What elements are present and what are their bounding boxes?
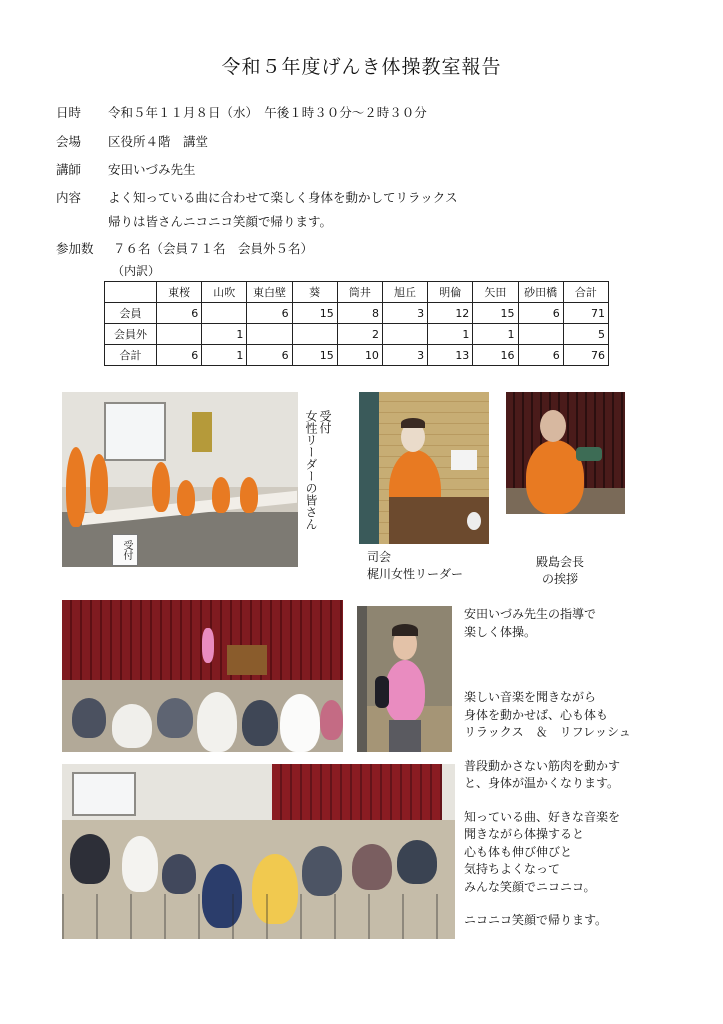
table-cell: 71 — [563, 303, 608, 324]
table-row — [105, 345, 609, 366]
description-line: 心も体も伸び伸びと — [464, 844, 573, 859]
table-row — [105, 324, 609, 345]
table-cell — [382, 324, 427, 345]
table-row-header: 会員外 — [105, 324, 157, 345]
table-cell: 6 — [247, 345, 292, 366]
table-cell: 1 — [428, 324, 473, 345]
description-line — [464, 742, 714, 758]
table-header-cell: 合計 — [563, 282, 608, 303]
reception-caption-line-2: 女性リーダーの皆さん — [304, 410, 318, 530]
exercise-photo-2 — [62, 764, 455, 939]
description-line: リラックス ＆ リフレッシュ — [464, 725, 631, 739]
table-cell: 6 — [518, 345, 563, 366]
table-cell: 1 — [202, 324, 247, 345]
description-line: みんな笑顔でニコニコ。 — [464, 879, 596, 894]
date-label: 日時 — [56, 105, 82, 120]
table-cell — [157, 324, 202, 345]
mc-caption — [367, 549, 463, 583]
chairman-photo — [506, 392, 625, 514]
table-header-cell: 東白壁 — [247, 282, 292, 303]
table-header-cell: 山吹 — [202, 282, 247, 303]
participants-label: 参加数 — [56, 241, 94, 256]
chairman-caption-line-1: 殿島会長 — [536, 555, 585, 569]
chairman-caption — [536, 554, 584, 588]
reception-caption — [304, 410, 332, 550]
reception-photo — [62, 392, 298, 567]
page-title: 令和５年度げんき体操教室報告 — [221, 56, 502, 78]
date-value: 令和５年１１月８日（水） 午後１時３０分～２時３０分 — [108, 105, 427, 120]
instructor-value: 安田いづみ先生 — [108, 162, 196, 177]
description-line: 知っている曲、好きな音楽を — [464, 809, 621, 824]
description-line: 普段動かさない筋肉を動かす — [464, 758, 621, 773]
table-cell: 15 — [292, 345, 337, 366]
content-line-2: 帰りは皆さんニコニコ笑顔で帰ります。 — [108, 214, 333, 229]
content-label: 内容 — [56, 190, 82, 205]
table-cell: 15 — [473, 303, 518, 324]
mc-caption-line-1: 司会 — [367, 550, 392, 564]
table-cell — [247, 324, 292, 345]
table-header-cell: 砂田橋 — [518, 282, 563, 303]
description-line: 楽しく体操。 — [464, 624, 537, 639]
participants-table — [104, 281, 609, 366]
participants-value: ７６名（会員７１名 会員外５名） — [113, 241, 314, 256]
table-row-header: 合計 — [105, 345, 157, 366]
table-row-header: 会員 — [105, 303, 157, 324]
content-line-1: よく知っている曲に合わせて楽しく身体を動かしてリラックス — [108, 190, 458, 205]
description-line: 安田いづみ先生の指導で — [464, 607, 597, 621]
description-line — [464, 896, 714, 912]
table-cell: 6 — [518, 303, 563, 324]
description-line: ニコニコ笑顔で帰ります。 — [464, 913, 608, 927]
table-cell: 15 — [292, 303, 337, 324]
breakdown-label: （内訳） — [112, 264, 161, 278]
description-line: 気持ちよくなって — [464, 862, 561, 876]
description-line: と、身体が温かくなります。 — [464, 776, 620, 790]
table-cell: 6 — [157, 303, 202, 324]
description-line: 身体を動かせば、心も体も — [464, 707, 609, 722]
venue-label: 会場 — [56, 134, 82, 149]
venue-value: 区役所４階 講堂 — [108, 134, 209, 149]
description-line: 楽しい音楽を聞きながら — [464, 690, 597, 704]
mc-caption-line-2: 梶川女性リーダー — [367, 567, 464, 581]
reception-caption-line-1: 受付 — [318, 410, 332, 434]
description-line — [464, 641, 714, 689]
table-header-cell: 明倫 — [428, 282, 473, 303]
table-cell: 1 — [202, 345, 247, 366]
right-description — [464, 606, 714, 930]
table-cell: 3 — [382, 345, 427, 366]
instructor-label: 講師 — [56, 162, 82, 177]
mc-photo — [359, 392, 489, 544]
table-header-row — [105, 282, 609, 303]
exercise-photo-1 — [62, 600, 343, 752]
table-header-cell: 矢田 — [473, 282, 518, 303]
table-cell: 12 — [428, 303, 473, 324]
table-row — [105, 303, 609, 324]
table-header-cell: 筒井 — [337, 282, 382, 303]
description-line — [464, 793, 714, 809]
table-cell — [202, 303, 247, 324]
table-header-cell: 旭丘 — [382, 282, 427, 303]
table-cell: 6 — [247, 303, 292, 324]
table-cell: 8 — [337, 303, 382, 324]
table-cell: 13 — [428, 345, 473, 366]
description-line: 聞きながら体操すると — [464, 827, 585, 841]
table-header-cell: 東桜 — [157, 282, 202, 303]
table-header-cell — [105, 282, 157, 303]
chairman-caption-line-2: の挨拶 — [542, 572, 579, 586]
table-cell — [292, 324, 337, 345]
table-cell: 16 — [473, 345, 518, 366]
table-cell: 5 — [563, 324, 608, 345]
table-cell: 6 — [157, 345, 202, 366]
table-cell: 1 — [473, 324, 518, 345]
table-cell: 76 — [563, 345, 608, 366]
reception-sign: 受付 — [112, 534, 138, 566]
instructor-photo — [357, 606, 452, 752]
table-header-cell: 葵 — [292, 282, 337, 303]
table-cell: 3 — [382, 303, 427, 324]
table-cell: 10 — [337, 345, 382, 366]
table-cell — [518, 324, 563, 345]
table-cell: 2 — [337, 324, 382, 345]
